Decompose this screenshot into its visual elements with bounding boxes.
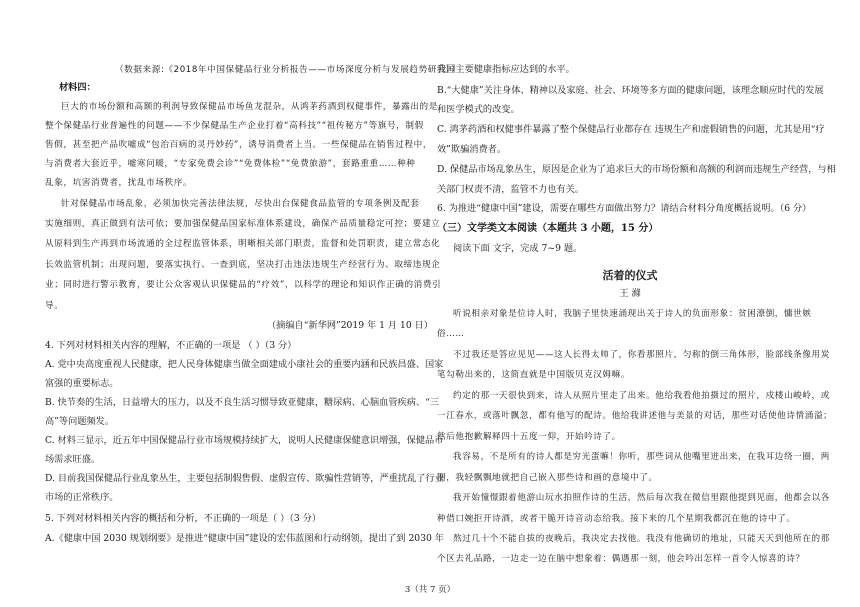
q5-option-d-cont: 关部门权责不清，监管不力也有关。	[437, 184, 584, 195]
q4-option-a: A. 党中央高度重视人民健康，把人民身体健康当做全面建成小康社会的重要内涵和民族昌盛、国家	[45, 359, 444, 370]
q5-option-d: D. 保健品市场乱象丛生，原因是企业为了追求巨大的市场份额和高额的利润而违规生产经营，与相	[437, 164, 836, 175]
story-line: 约定的那一天很快到来，诗人从照片里走了出来。他给我看他拍摄过的照片，戍楼山峻岭，或	[453, 391, 830, 401]
question-5-stem: 5. 下列对材料相关内容的概括和分析，不正确的一项是（ ）（3 分）	[45, 513, 322, 524]
section-3-heading: （三）文学类文本阅读（本题共 3 小题，15 分）	[437, 223, 659, 234]
story-line: 不过我还是答应见见——这人长得太帅了，你看那照片，匀称的倒三角体形，脸部线条像用炭	[453, 350, 830, 360]
q4-option-d: D. 目前我国保健品行业乱象丛生，主要包括制假售假、虚假宣传、欺骗性营销等，严重扰乱了行业	[45, 473, 444, 484]
paragraph-line: 巨大的市场份额和高额的利润导致保健品市场鱼龙混杂，从鸿茅药酒到权健事件，暴露出的是	[61, 102, 438, 112]
q4-option-a-cont: 富强的重要标志。	[45, 378, 119, 389]
reading-instruction: 阅读下面 文字，完成 7~9 题。	[453, 243, 583, 254]
data-source-note: （数据来源:《2018年中国保健品行业分析报告——市场深度分析与发展趋势研究》）	[115, 65, 461, 75]
q4-option-b: B. 快节奏的生活，日益增大的压力，以及不良生活习惯导致亚健康，糖尿病、心脑血管疾病、“三	[45, 397, 439, 408]
story-author: 王 滌	[619, 288, 641, 299]
paragraph-line: 从原料到生产再到市场流通的全过程监管体系，明晰相关部门职责，监督和处罚职责，建立常态化	[45, 239, 441, 249]
q4-option-b-cont: 高”等问题频发。	[45, 416, 115, 427]
page-number-footer: 3（共 7 页）	[404, 585, 456, 595]
story-line: 我开始憧憬跟着他游山玩水拍照作诗的生活，然后每次我在微信里跟他提到见面，他都会以各	[453, 493, 830, 503]
story-line: 听说相亲对象是位诗人时，我脑子里快速涌现出关于诗人的负面形象：贫困潦倒，慵世嫉	[453, 309, 812, 319]
paragraph-line: 针对保健品市场乱象，必须加快完善法律法规，尽快出台保健食品监管的专项条例及配套	[61, 199, 420, 209]
story-line: 个区去礼品路，一边走一边在脑中想象着：偶遇那一刻，他会吟出怎样一首令人惊喜的诗？	[437, 554, 805, 564]
q4-option-d-cont: 市场的正常秩序。	[45, 492, 119, 503]
q5-option-a: A.《健康中国 2030 规划纲要》是推进“健康中国”建设的宏伟蓝图和行动纲领，提出了到 2030 年	[45, 533, 444, 544]
paragraph-line: 业；同时进行警示教育，要让公众客观认识保健品的“疗效”，以科学的理论和知识作正确的消费引	[45, 280, 442, 290]
story-line: 笔勾勒出来的，这简直就是中国版贝克汉姆嘛。	[437, 370, 631, 380]
story-line: 俗……	[437, 329, 465, 339]
paragraph-line: 与消费者大套近乎，嘘寒问暖，“专家免费会诊”“免费体检”“免费旅游”，套路重重……种种	[45, 159, 416, 169]
q5-option-c-cont: 效”欺骗消费者。	[437, 144, 507, 155]
question-6: 6. 为推进“健康中国”建设，需要在哪些方面做出努力？请结合材料分角度概括说明。（6 分）	[437, 203, 812, 214]
paragraph-line: 乱象，坑害消费者，扰乱市场秩序。	[45, 178, 193, 188]
story-line: 种借口婉拒开诗酒，或者干脆开诗音动态给我。接下来的几个星期我都沉在他的诗中了。	[437, 514, 796, 524]
story-line: 我容易，不是所有的诗人都是穷光蛋嘛！你听，那些词从他嘴里迸出来，在我耳边绕一圈，两	[453, 452, 830, 462]
story-line: 然后他抱歉解释四十五度一仰，开始吟诗了。	[437, 432, 621, 442]
material4-label: 材料四：	[59, 82, 96, 93]
story-line: 熬过几十个不能自拔的夜晚后，我决定去找他。我没有他确切的地址，只能天天到他所在的那	[453, 534, 830, 544]
story-line: 一江春水，或落叶飘忽，都有他写的配诗。他给我讲述他与美景的对话，那些对话使他诗情涌溢；	[437, 411, 833, 421]
paragraph-line: 实施细则，真正做到有法可依；要加强保健品国家标准体系建设，确保产品质量稳定可控；要建立	[45, 219, 441, 229]
story-title: 活着的仪式	[602, 269, 658, 282]
q5-option-a-cont: 我国主要健康指标应达到的水平。	[437, 64, 575, 75]
paragraph-line: 导。	[45, 301, 64, 311]
story-line: 圈，我轻飘飘地就把自己嵌入那些诗和画的意境中了。	[437, 473, 658, 483]
q5-option-b: B.“大健康”关注身体、精神以及家庭、社会、环境等多方面的健康问题，该理念顺应时代的发展	[437, 85, 824, 96]
q4-option-c-cont: 场需求旺盛。	[45, 454, 101, 465]
q5-option-b-cont: 和医学模式的改变。	[437, 104, 520, 115]
q5-option-c: C. 鸿茅药酒和权健事件暴露了整个保健品行业都存在 违规生产和虚假销售的问题，尤其是用“疗	[437, 124, 825, 135]
q4-option-c: C. 材料三显示，近五年中国保健品行业市场规模持续扩大，说明人民健康保健意识增强，保健品市	[45, 435, 444, 446]
question-4-stem: 4. 下列对材料相关内容的理解，不正确的一项是 （ ）（3 分）	[45, 340, 297, 351]
paragraph-line: 整个保健品行业普遍性的问题——不少保健品生产企业打着“高科技”“祖传秘方”等旗号，制假	[45, 121, 424, 131]
paragraph-line: 售假，甚至把产品吹嘘成“包治百病的灵丹妙药”，诱导消费者上当。一些保健品在销售过程中，	[45, 140, 433, 150]
material4-source: （摘编自“新华网”2019 年 1 月 10 日）	[267, 320, 433, 331]
paragraph-line: 长效监管机制；出现问题，要落实执行、一查到底，坚决打击违法违规生产经营行为、取缔违规企	[45, 260, 441, 270]
